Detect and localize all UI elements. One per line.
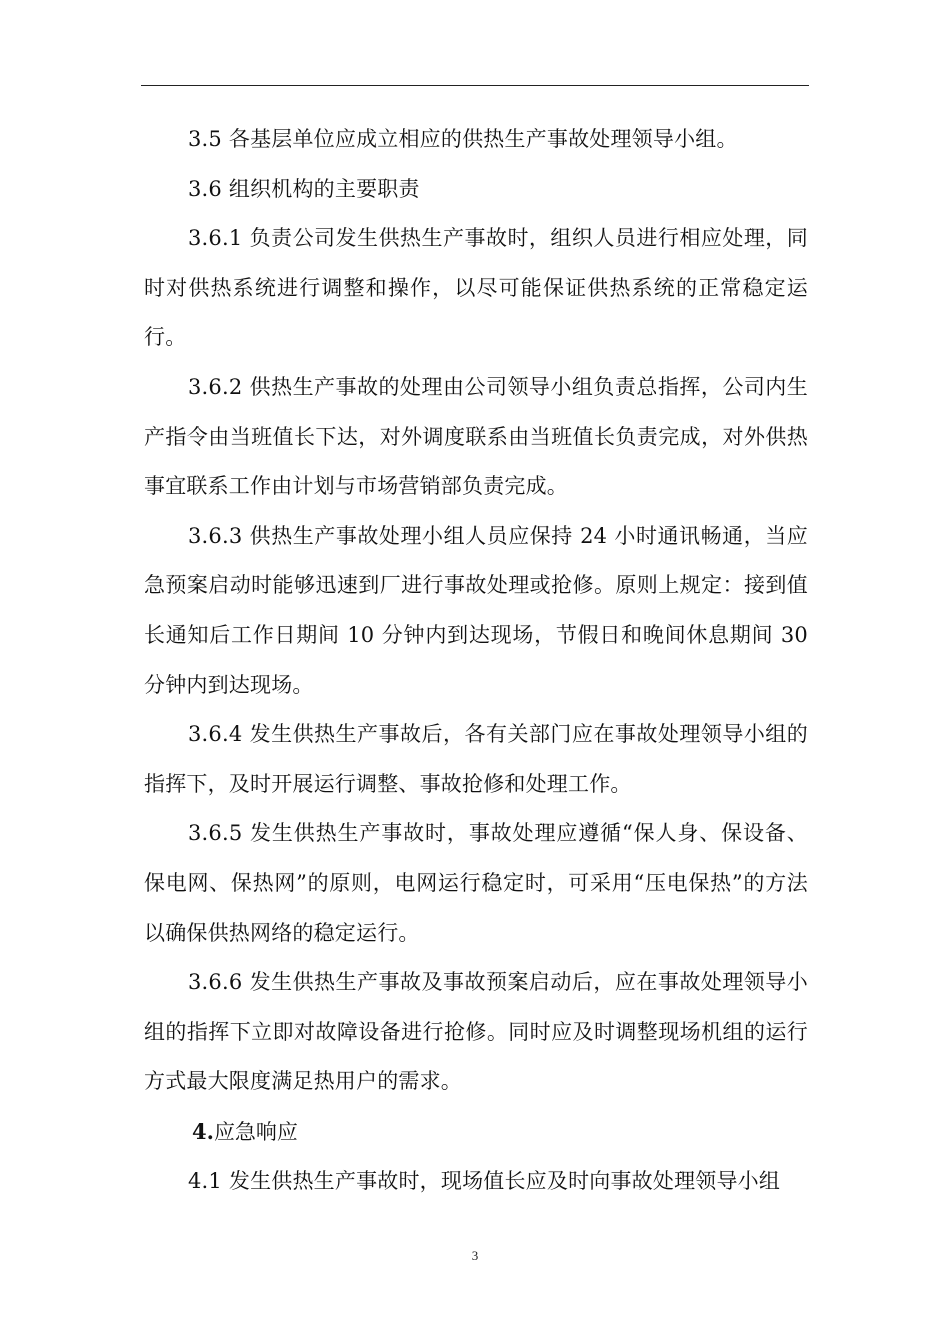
document-body [144,115,808,1207]
section-title: 应急响应 [213,1119,298,1144]
paragraph-4-1: 4.1 发生供热生产事故时，现场值长应及时向事故处理领导小组 [188,1169,781,1194]
paragraph-3-6-2: 3.6.2 供热生产事故的处理由公司领导小组负责总指挥，公司内生产指令由当班值长下达，对外调度联系由当班值长负责完成，对外供热事宜联系工作由计划与市场营销部负责完成。 [144,374,808,499]
paragraph-3-6: 3.6 组织机构的主要职责 [188,176,420,201]
section-number: 4. [192,1118,214,1144]
header-rule [141,85,809,86]
paragraph-3-6-5: 3.6.5 发生供热生产事故时，事故处理应遵循“保人身、保设备、保电网、保热网”的原则，电网运行稳定时，可采用“压电保热”的方法以确保供热网络的稳定运行。 [144,821,808,945]
paragraph-3-6-6: 3.6.6 发生供热生产事故及事故预案启动后，应在事故处理领导小组的指挥下立即对故障设备进行抢修。同时应及时调整现场机组的运行方式最大限度满足热用户的需求。 [144,970,808,1094]
page-number: 3 [471,1248,479,1263]
paragraph-3-6-3: 3.6.3 供热生产事故处理小组人员应保持 24 小时通讯畅通，当应急预案启动时能够迅速到厂进行事故处理或抢修。原则上规定：接到值长通知后工作日期间 10 分钟内到达现场，节假日和晚间休息期间 30 分钟内到达现场。 [144,523,808,697]
paragraph-3-6-1: 3.6.1 负责公司发生供热生产事故时，组织人员进行相应处理，同时对供热系统进行调整和操作，以尽可能保证供热系统的正常稳定运行。 [144,226,808,350]
paragraph-3-6-4: 3.6.4 发生供热生产事故后，各有关部门应在事故处理领导小组的指挥下，及时开展运行调整、事故抢修和处理工作。 [144,722,808,796]
paragraph-3-5: 3.5 各基层单位应成立相应的供热生产事故处理领导小组。 [188,127,738,151]
section-heading-4 [144,1107,808,1158]
